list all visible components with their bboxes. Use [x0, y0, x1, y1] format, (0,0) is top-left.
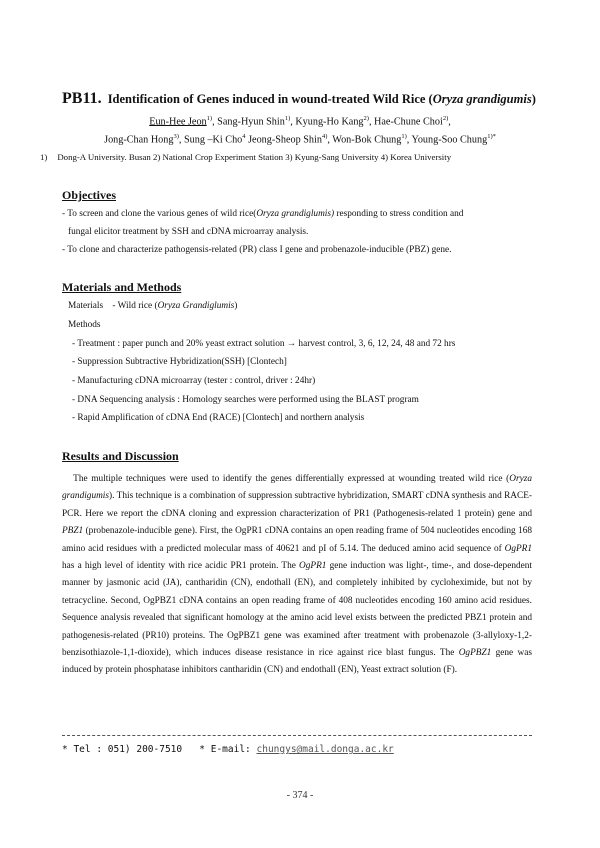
contact-email[interactable]: chungys@mail.donga.ac.kr	[256, 744, 394, 755]
method-item: - Rapid Amplification of cDNA End (RACE) [Clontech] and northern analysis	[72, 413, 365, 423]
author-affiliation-mark: 1)*	[487, 133, 496, 140]
results-text: (probenazole-inducible gene). First, the OgPR1 cDNA contains an open reading frame of 504 nucleotides encoding 168 amino acid residues with a predicted molecular mass of 40621 and pI of 5.14. The deduced amino acid sequence of	[62, 526, 532, 554]
author-affiliation-mark: 4)	[321, 133, 328, 140]
author-name: Kyung-Ho Kang	[295, 116, 364, 128]
materials-text: )	[234, 301, 238, 311]
objectives-heading: Objectives	[62, 188, 116, 202]
gene-or-species-name: PBZ1	[62, 526, 84, 537]
objective-line-3: - To clone and characterize pathogensis-related (PR) class I gene and probenazole-inducible (PBZ) gene.	[62, 245, 452, 255]
objective-species: Oryza grandiglumis)	[256, 209, 335, 219]
gene-or-species-name: Oryza grandigumis	[62, 474, 532, 502]
author-separator: ,	[212, 116, 218, 128]
results-text: The multiple techniques were used to identify the genes differentially expressed at wounding treated wild rice (	[62, 474, 510, 484]
author-name: Young-Soo Chung	[411, 134, 488, 146]
objective-line-2: fungal elicitor treatment by SSH and cDNA microarray analysis.	[68, 227, 309, 237]
affiliation-text: Dong-A University. Busan 2) National Crop Experiment Station 3) Kyung-Sang University 4) Korea University	[57, 152, 452, 162]
gene-or-species-name: OgPR1	[504, 543, 532, 554]
author-separator: ,	[406, 134, 412, 146]
paper-title	[62, 90, 582, 108]
method-item: - Suppression Subtractive Hybridization(SSH) [Clontech]	[72, 357, 287, 367]
method-item: - Manufacturing cDNA microarray (tester : control, driver : 24hr)	[72, 376, 316, 386]
author-separator: ,	[327, 134, 333, 146]
footnote-divider	[62, 735, 532, 736]
author-separator: ,	[290, 116, 296, 128]
methods-heading: Materials and Methods	[62, 280, 182, 294]
contact-email-label: * E-mail:	[199, 744, 251, 755]
materials-species: Oryza Grandiglumis	[157, 301, 235, 311]
results-text: gene was induced by protein phosphatase inhibitors cantharidin (CN) and endothall (EN), Yeast extract solution (F).	[62, 648, 532, 676]
page-number: - 374 -	[286, 790, 314, 801]
results-text: has a high level of identity with rice acidic PR1 protein. The	[62, 561, 300, 572]
title-species: Oryza grandigumis	[432, 92, 532, 106]
author-affiliation-mark: 3)	[173, 133, 179, 140]
author-separator: ,	[368, 116, 375, 128]
gene-or-species-name: OgPBZ1	[458, 648, 492, 659]
materials-line	[68, 301, 237, 311]
results-text: ). This technique is a combination of suppression subtractive hybridization, SMART cDNA synthesis and RACE-PCR. Here we report the cDNA cloning and expression characterization of PR1 (Pathogenesis-related 1 protein) gene and	[62, 491, 532, 519]
method-item: - DNA Sequencing analysis : Homology searches were performed using the BLAST program	[72, 395, 419, 405]
author-name: Jong-Chan Hong	[104, 134, 174, 146]
author-name: Sung –Ki Cho	[183, 134, 243, 146]
poster-code: PB11.	[62, 90, 102, 107]
author-affiliation-mark: 2)	[442, 115, 449, 122]
title-text-pre: Identification of Genes induced in wound-treated Wild Rice (	[107, 92, 433, 106]
author-affiliation-mark: 1)	[284, 115, 291, 122]
results-text: gene induction was light-, time-, and dose-dependent manner by jasmonic acid (JA), cantharidin (CN), endothall (EN), and completely inhibited by cycloheximide, but not by tetracycline. Second, OgPBZ1 cDNA contains an open reading frame of 408 nucleotides encoding 160 amino acid residues. Sequence analysis revealed that significant homology at the amino acid level exists between the predicted PBZ1 protein and pathogenesis-related (PR10) proteins. The OgPBZ1 gene was examined after treatment with probenazole (3-allyloxy-1,2-benzisothiazole-1,1-dioxide), which induces disease resistance in rice against rice blast fungus. The	[62, 561, 532, 659]
author-affiliation-mark: 4	[242, 133, 246, 140]
author-affiliation-mark: 2)	[363, 115, 369, 122]
author-name: Eun-Hee Jeon	[149, 116, 207, 128]
contact-info	[62, 744, 394, 755]
gene-or-species-name: OgPR1	[299, 561, 327, 572]
methods-label: Methods	[68, 320, 101, 330]
authors-line-1	[60, 115, 540, 127]
materials-text: - Wild rice (	[112, 301, 158, 311]
title-text-post: )	[531, 92, 536, 106]
author-name: Jeong-Sheop Shin	[248, 134, 322, 146]
results-paragraph	[62, 471, 532, 680]
contact-tel: * Tel : 051) 200-7510	[62, 744, 183, 755]
author-separator: ,	[448, 116, 451, 128]
authors-line-2	[60, 133, 540, 145]
author-name: Hae-Chune Choi	[374, 116, 443, 128]
objective-text: - To screen and clone the various genes of wild rice(	[62, 209, 257, 219]
method-item: - Treatment : paper punch and 20% yeast extract solution → harvest control, 3, 6, 12, 24, 48 and 72 hrs	[72, 339, 456, 349]
results-heading: Results and Discussion	[62, 449, 179, 463]
author-name: Sang-Hyun Shin	[217, 116, 285, 128]
author-name: Won-Bok Chung	[332, 134, 402, 146]
author-affiliation-mark: 1)	[401, 133, 407, 140]
affiliation-number: 1)	[40, 152, 48, 162]
author-separator: ,	[178, 134, 184, 146]
objective-line-1	[62, 209, 463, 219]
materials-label: Materials	[68, 301, 104, 311]
objective-text: responding to stress condition and	[334, 209, 464, 219]
author-affiliation-mark: 1)	[206, 115, 213, 122]
affiliations	[40, 152, 451, 162]
